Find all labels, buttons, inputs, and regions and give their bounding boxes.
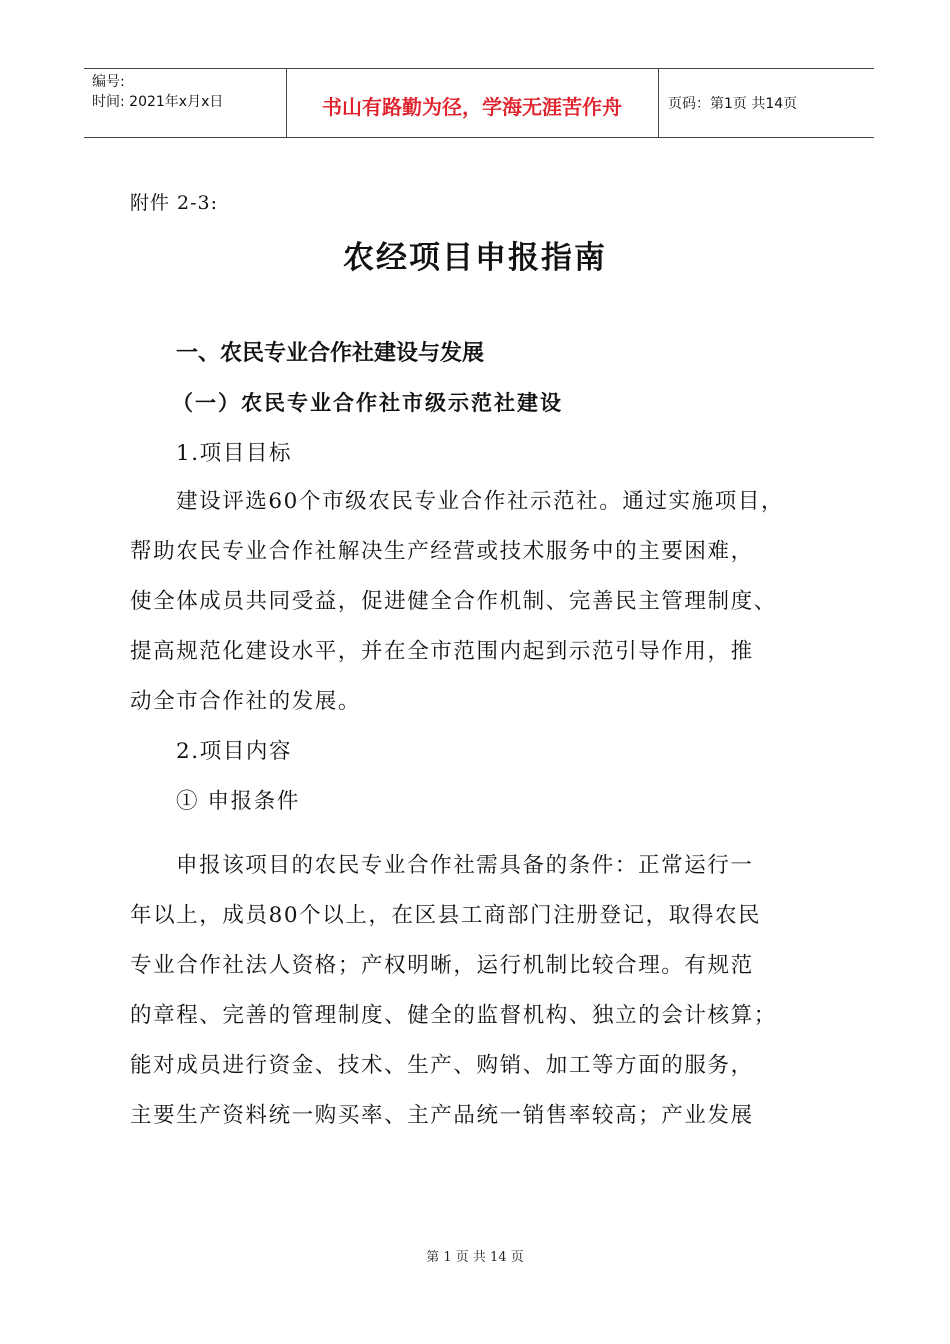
section-heading: 一、农民专业合作社建设与发展	[176, 341, 485, 366]
paragraph-line: 提高规范化建设水平，并在全市范围内起到示范引导作用，推	[130, 639, 754, 664]
item-heading: 1.项目目标	[176, 441, 293, 466]
header-meta-cell	[84, 69, 287, 137]
item-heading: 2.项目内容	[176, 739, 293, 764]
page-label: 页码：第1页 共14页	[668, 96, 798, 112]
paragraph-line: 主要生产资料统一购买率、主产品统一销售率较高；产业发展	[130, 1103, 754, 1128]
attachment-label: 附件 2-3:	[130, 192, 219, 214]
slogan: 书山有路勤为径，学海无涯苦作舟	[322, 95, 622, 119]
page-title: 农经项目申报指南	[343, 240, 607, 276]
header-page-cell	[658, 69, 874, 137]
paragraph-line: 建设评选60个市级农民专业合作社示范社。通过实施项目，	[176, 489, 785, 514]
header-table	[84, 68, 874, 138]
number-label: 编号:	[92, 74, 125, 90]
paragraph-line: 帮助农民专业合作社解决生产经营或技术服务中的主要困难，	[130, 539, 754, 564]
paragraph-line: 使全体成员共同受益，促进健全合作机制、完善民主管理制度、	[130, 589, 777, 614]
paragraph-line: 的章程、完善的管理制度、健全的监督机构、独立的会计核算；	[130, 1003, 777, 1028]
paragraph-line: 能对成员进行资金、技术、生产、购销、加工等方面的服务，	[130, 1053, 754, 1078]
sub-item-heading: ① 申报条件	[176, 789, 300, 814]
paragraph-line: 申报该项目的农民专业合作社需具备的条件：正常运行一	[176, 853, 754, 878]
page-footer: 第 1 页 共 14 页	[426, 1250, 524, 1265]
paragraph-line: 年以上，成员80个以上，在区县工商部门注册登记，取得农民	[130, 903, 762, 928]
header-slogan-cell	[286, 69, 659, 137]
time-label: 时间: 2021年x月x日	[92, 94, 224, 110]
subsection-heading: （一）农民专业合作社市级示范社建设	[172, 391, 563, 415]
paragraph-line: 专业合作社法人资格；产权明晰，运行机制比较合理。有规范	[130, 953, 754, 978]
paragraph-line: 动全市合作社的发展。	[130, 689, 362, 714]
